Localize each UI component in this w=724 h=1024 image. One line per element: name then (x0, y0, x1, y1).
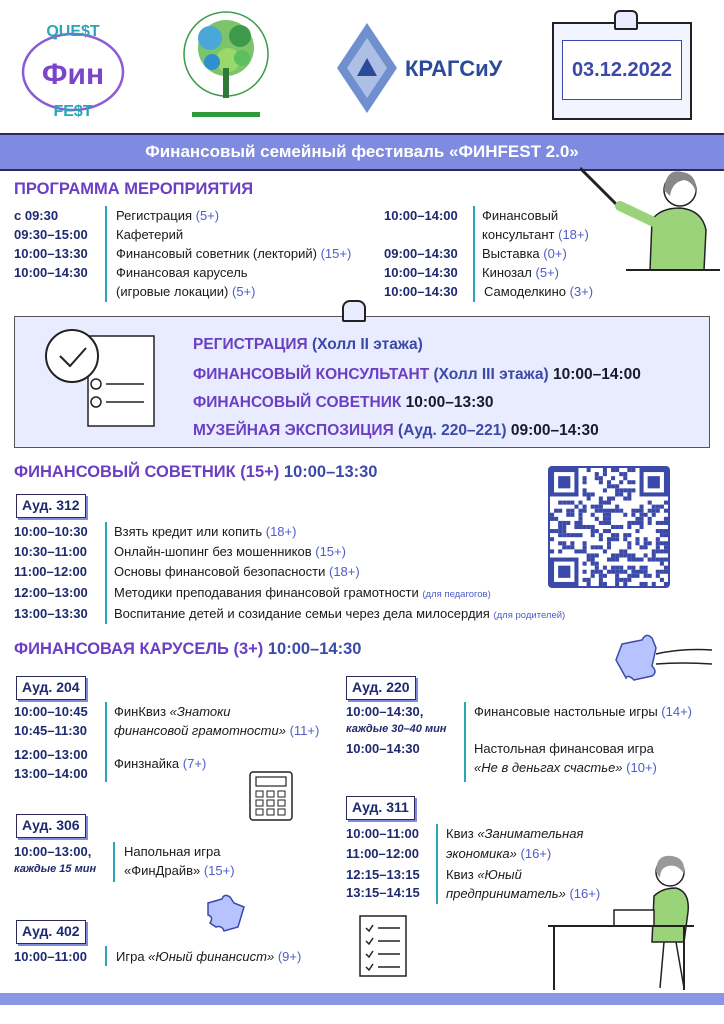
advisor-item: Основы финансовой безопасности (18+) (114, 564, 360, 579)
carousel-time: 10:00–14:30, (346, 704, 424, 719)
calculator-icon (248, 770, 294, 822)
program-item: Регистрация (5+) (116, 208, 220, 223)
info-registration: РЕГИСТРАЦИЯ (Холл II этажа) (193, 336, 423, 353)
advisor-time: 10:30–11:00 (14, 544, 88, 559)
fin-word: Фин (41, 58, 105, 91)
carousel-title: ФИНАНСОВАЯ КАРУСЕЛЬ (3+) 10:00–14:30 (14, 640, 362, 658)
carousel-time: 13:00–14:00 (14, 766, 88, 781)
festival-title: Финансовый семейный фестиваль «ФИНFEST 2.0» (0, 133, 724, 171)
advisor-item: Воспитание детей и созидание семьи через дела милосердия (для родителей) (114, 606, 566, 621)
carousel-item: Напольная игра (124, 844, 221, 859)
kragsiu-text: КРАГСиУ (405, 56, 503, 81)
program-item: Выставка (0+) (482, 246, 567, 261)
carousel-time: 10:00–14:30 (346, 741, 420, 756)
info-advisor: ФИНАНСОВЫЙ СОВЕТНИК 10:00–13:30 (193, 394, 494, 411)
advisor-time: 13:00–13:30 (14, 606, 88, 621)
carousel-time: 12:15–13:15 (346, 867, 420, 882)
advisor-item: Методики преподавания финансовой грамотности (для педагогов) (114, 585, 491, 600)
advisor-item: Онлайн-шопинг без мошенников (15+) (114, 544, 346, 559)
quest-word: QUE$T (46, 23, 100, 40)
carousel-time: 11:00–12:00 (346, 846, 420, 861)
info-museum: МУЗЕЙНАЯ ЭКСПОЗИЦИЯ (Ауд. 220–221) 09:00–14:30 (193, 422, 599, 439)
program-item: Финансовый советник (лекторий) (15+) (116, 246, 352, 261)
woman-laptop-illustration (544, 852, 716, 992)
carousel-time: 10:00–11:00 (346, 826, 420, 841)
puzzle-hand-illustration (612, 630, 724, 686)
carousel-item: Настольная финансовая игра (474, 741, 654, 756)
program-time: 09:00–14:30 (384, 246, 458, 261)
program-time: 10:00–14:30 (384, 265, 458, 280)
program-time: 10:00–13:30 (14, 246, 88, 261)
divider-line (105, 946, 107, 966)
divider-line (105, 206, 107, 302)
advisor-time: 12:00–13:00 (14, 585, 88, 600)
divider-line (436, 824, 438, 904)
room-badge-306: Ауд. 306 (16, 814, 86, 838)
program-time: 10:00–14:30 (384, 284, 458, 299)
divider-line (105, 522, 107, 624)
date-board (552, 22, 692, 120)
room-badge-312: Ауд. 312 (16, 494, 86, 518)
carousel-item: Квиз «Занимательная (446, 826, 584, 841)
financial-literacy-center-logo (180, 8, 272, 120)
program-time: с 09:30 (14, 208, 59, 223)
program-item: Финансовая карусель (116, 265, 248, 280)
room-badge-204: Ауд. 204 (16, 676, 86, 700)
advisor-title: ФИНАНСОВЫЙ СОВЕТНИК (15+) 10:00–13:30 (14, 463, 378, 481)
checklist-icon (358, 914, 410, 978)
program-item: Кинозал (5+) (482, 265, 559, 280)
room-badge-220: Ауд. 220 (346, 676, 416, 700)
divider-line (464, 702, 466, 782)
room-badge-311: Ауд. 311 (346, 796, 415, 820)
program-title: ПРОГРАММА МЕРОПРИЯТИЯ (14, 180, 254, 198)
carousel-item: ФинКвиз «Знатоки (114, 704, 231, 719)
carousel-item: предприниматель» (16+) (446, 886, 601, 901)
carousel-item: Игра «Юный финансист» (9+) (116, 949, 302, 964)
puzzle-icon (204, 893, 250, 933)
fest-word: FE$T (53, 103, 93, 120)
divider-line (473, 206, 475, 302)
carousel-item: «ФинДрайв» (15+) (124, 863, 235, 878)
carousel-time-note: каждые 30–40 мин (346, 723, 447, 735)
program-time: 09:30–15:00 (14, 227, 88, 242)
program-item: Самоделкино (3+) (484, 284, 594, 299)
bottom-bar (0, 993, 724, 1005)
divider-line (105, 702, 107, 782)
program-item: Кафетерий (116, 227, 184, 242)
program-time: 10:00–14:00 (384, 208, 458, 223)
program-time: 10:00–14:30 (14, 265, 88, 280)
carousel-item: финансовой грамотности» (11+) (114, 723, 320, 738)
program-item: консультант (18+) (482, 227, 589, 242)
quest-fin-fest-logo (18, 12, 128, 122)
carousel-time: 10:00–10:45 (14, 704, 88, 719)
carousel-item: Финансовые настольные игры (14+) (474, 704, 693, 719)
carousel-time-note: каждые 15 мин (14, 863, 97, 875)
info-consultant: ФИНАНСОВЫЙ КОНСУЛЬТАНТ (Холл III этажа) 10:00–14:00 (193, 366, 641, 383)
advisor-time: 10:00–10:30 (14, 524, 88, 539)
clip-icon (342, 300, 366, 322)
divider-line (113, 842, 115, 882)
carousel-time: 12:00–13:00 (14, 747, 88, 762)
kragsiu-logo (335, 18, 535, 118)
qr-code[interactable] (548, 466, 670, 588)
clip-icon (614, 10, 638, 30)
teacher-illustration (580, 160, 720, 280)
event-date: 03.12.2022 (562, 40, 682, 100)
advisor-time: 11:00–12:00 (14, 564, 88, 579)
carousel-time: 13:15–14:15 (346, 885, 420, 900)
carousel-item: экономика» (16+) (446, 846, 552, 861)
carousel-item: «Не в деньгах счастье» (10+) (474, 760, 657, 775)
carousel-time: 10:00–13:00, (14, 844, 92, 859)
carousel-time: 10:45–11:30 (14, 723, 88, 738)
advisor-item: Взять кредит или копить (18+) (114, 524, 297, 539)
carousel-item: Финзнайка (7+) (114, 756, 207, 771)
room-badge-402: Ауд. 402 (16, 920, 86, 944)
clock-document-icon (36, 326, 166, 438)
program-item: Финансовый (482, 208, 559, 223)
carousel-item: Квиз «Юный (446, 867, 522, 882)
carousel-time: 10:00–11:00 (14, 949, 88, 964)
program-item: (игровые локации) (5+) (116, 284, 256, 299)
